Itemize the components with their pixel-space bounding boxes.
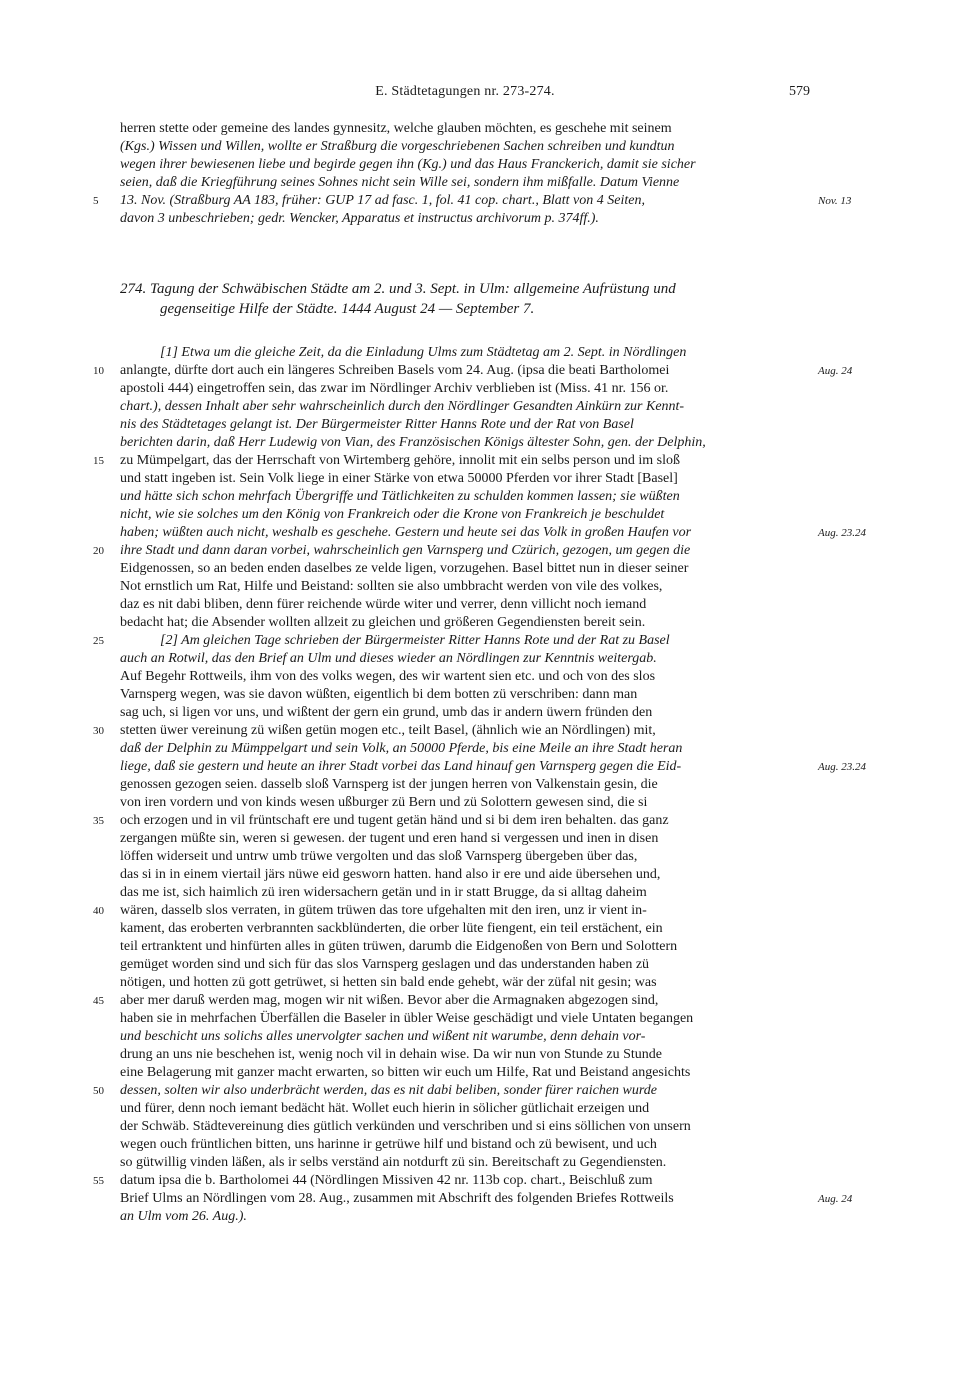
line-number: 25 [93, 635, 104, 647]
text-line: und fürer, denn noch iemant bedächt hät. Wollet euch hierin in sölicher gütlichait erzeigen und [120, 1101, 650, 1116]
text-line: auch an Rotwil, das den Brief an Ulm und dieses wieder an Nördlingen zur Kenntnis weitergab. [120, 651, 657, 666]
text-line: nicht, wie sie solches um den König von Frankreich oder die Krone von Frankreich je beschuldet [120, 507, 665, 522]
text-line: genossen gezogen seien. dasselb sloß Varnsperg ist der jungen herren von Valkenstain gesin, die [120, 777, 658, 792]
text-line: aber mer daruß werden mag, mogen wir nit wißen. Bevor aber die Armagnaken abgezogen sind, [120, 993, 659, 1008]
text-line: dessen, solten wir also underbrächt werden, das es nit dabi beliben, sonder fürer raichen wurde [120, 1083, 658, 1098]
line-number: 40 [93, 905, 104, 917]
text-line: an Ulm vom 26. Aug.). [120, 1209, 247, 1224]
text-line: zu Mümpelgart, das der Herrschaft von Wirtemberg gehöre, innolit mit ein selbs person und im sloß [120, 453, 680, 468]
text-line: herren stette oder gemeine des landes gynnesitz, welche glauben möchten, es geschehe mit seinem [120, 121, 672, 136]
text-line: [1] Etwa um die gleiche Zeit, da die Einladung Ulms zum Städtetag am 2. Sept. in Nördlingen [160, 345, 687, 360]
text-line: daz es nit dabi bliben, denn fürer reichende würde witer und verrer, denn villicht noch iemand [120, 597, 647, 612]
text-line: Not ernstlich um Rat, Hilfe und Beistand: sollten sie also umbbracht werden von vile des volkes, [120, 579, 663, 594]
text-line: Varnsperg wegen, was sie davon wüßten, eigentlich bi dem botten zü verschriben: dann man [120, 687, 638, 702]
text-line: anlangte, dürfte dort auch ein längeres Schreiben Basels vom 24. Aug. (ipsa die beati Bartholomei [120, 363, 670, 378]
text-line: chart.), dessen Inhalt aber sehr wahrscheinlich durch den Nördlinger Gesandten Ainkürn zur Kennt- [120, 399, 685, 414]
line-number: 35 [93, 815, 104, 827]
text-line: drung an uns nie beschehen ist, wenig noch vil in dehain wise. Da wir nun von Stunde zu Stunde [120, 1047, 663, 1062]
text-line: haben; wüßten auch nicht, weshalb es geschehe. Gestern und heute sei das Volk in großen Haufen vor [120, 525, 692, 540]
line-number: 50 [93, 1085, 104, 1097]
margin-date-note: Aug. 23.24 [818, 761, 866, 773]
margin-date-note: Nov. 13 [818, 195, 852, 207]
line-number: 55 [93, 1175, 104, 1187]
text-line: stetten üwer vereinung zü wißen getün mogen etc., teilt Basel, (ähnlich wie an Nördlingen) mit, [120, 723, 656, 738]
text-line: der Schwäb. Städtevereinung dies gütlich verkünden und verschriben und si eins söllichen von unsern [120, 1119, 691, 1134]
section-heading: 274. Tagung der Schwäbischen Städte am 2. und 3. Sept. in Ulm: allgemeine Aufrüstung und [120, 281, 676, 297]
text-line: Auf Begehr Rottweils, ihm von des volks wegen, des wir wartent sien etc. und och von des slos [120, 669, 656, 684]
page-number: 579 [789, 84, 810, 99]
text-line: davon 3 unbeschrieben; gedr. Wencker, Apparatus et instructus archivorum p. 374ff.). [120, 211, 599, 226]
text-line: gemüget worden sind und sich für das slos Varnsperg geslagen und das understanden haben zü [120, 957, 650, 972]
line-number: 20 [93, 545, 104, 557]
line-number: 45 [93, 995, 104, 1007]
line-number: 5 [93, 195, 99, 207]
text-line: das me ist, sich haimlich zü iren widersachern getän und in ir statt Brugge, da si alltag daheim [120, 885, 647, 900]
text-line: och erzogen und in vil früntschaft ere und tugent getän händ und si bi dem iren behalten. das ganz [120, 813, 669, 828]
margin-date-note: Aug. 23.24 [818, 527, 866, 539]
text-line: apostoli 444) eingetroffen sein, das zwar im Nördlinger Archiv verblieben ist (Miss. 41 nr. 156 or. [120, 381, 669, 396]
text-line: von iren vordern und von kinds wesen ußburger zü Bern und zü Solottern gewesen sind, die si [120, 795, 648, 810]
text-line: daß der Delphin zu Mümppelgart und sein Volk, an 50000 Pferde, bis eine Meile an ihre Stadt heran [120, 741, 683, 756]
text-line: teil ertranktent und hinfürten alles in güten trüwen, darumb die Eidgenoßen von Bern und Solottern [120, 939, 678, 954]
text-line: wären, dasselb slos verraten, in gütem trüwen das tore ufgehalten mit den iren, unz ir vient in- [120, 903, 647, 918]
margin-date-note: Aug. 24 [818, 1193, 853, 1205]
page-header [120, 84, 810, 106]
text-line: [2] Am gleichen Tage schrieben der Bürgermeister Ritter Hanns Rote und der Rat zu Basel [160, 633, 670, 648]
text-line: (Kgs.) Wissen und Willen, wollte er Straßburg die vorgeschriebenen Sachen schreiben und kundtun [120, 139, 675, 154]
text-line: wegen ihrer bewiesenen liebe und begirde gegen ihn (Kg.) und das Haus Franckerich, damit sie sicher [120, 157, 696, 172]
text-line: berichten darin, daß Herr Ludewig von Vian, des Französischen Königs ältester Sohn, gen. der Delphin, [120, 435, 706, 450]
text-line: und hätte sich schon mehrfach Übergriffe und Tätlichkeiten zu schulden kommen lassen; sie wüßten [120, 489, 680, 504]
line-number: 30 [93, 725, 104, 737]
text-line: seien, daß die Kriegführung seines Sohnes nicht sein Wille sei, sondern ihm mißfalle. Datum Vienne [120, 175, 680, 190]
text-line: kament, das eroberten verbrannten sackblünderten, die orber lüte fiengent, ein teil erstächent, ein [120, 921, 663, 936]
running-title: E. Städtetagungen nr. 273-274. [375, 84, 555, 99]
text-line: löffen widerseit und untrw umb trüwe vergolten und das sloß Varnsperg übergeben über das, [120, 849, 638, 864]
text-line: ihre Stadt und dann daran vorbei, wahrscheinlich gen Varnsperg und Czürich, gezogen, um gegen die [120, 543, 691, 558]
text-line: sag uch, si ligen vor uns, und wißtent der gern ein grund, umb das ir andern üwern fründen den [120, 705, 653, 720]
text-line: datum ipsa die b. Bartholomei 44 (Nördlingen Missiven 42 nr. 113b cop. chart., Beischluß zum [120, 1173, 653, 1188]
text-line: Eidgenossen, so an beden enden daselbes ze velde ligen, vorzugehen. Basel bittet nun in dieser seiner [120, 561, 689, 576]
line-number: 15 [93, 455, 104, 467]
text-line: nis des Städtetages gelangt ist. Der Bürgermeister Ritter Hanns Rote und der Rat von Basel [120, 417, 634, 432]
section-heading: gegenseitige Hilfe der Städte. 1444 August 24 — September 7. [160, 301, 535, 317]
text-line: das si in in einem viertail järs nüwe eid gesworn hatten. hand also ir ere und aide übersehen und, [120, 867, 661, 882]
text-line: und statt ingeben ist. Sein Volk liege in einer Stärke von etwa 50000 Pferden vor ihrer Stadt [Basel] [120, 471, 678, 486]
text-line: haben sie in mehrfachen Überfällen die Baseler in übler Weise geschädigt und viele Untaten begangen [120, 1011, 694, 1026]
text-line: zergangen müßte sin, weren si gewesen. der tugent und eren hand si vergessen und inen in disen [120, 831, 659, 846]
text-line: so gütwillig vinden läßen, als ir selbs verständ ain notdurft zü sin. Bereitschaft zu Gegendiensten. [120, 1155, 667, 1170]
text-line: eine Belagerung mit ganzer macht erwarten, so bitten wir euch um Hilfe, Rat und Beistand angesichts [120, 1065, 691, 1080]
text-line: Brief Ulms an Nördlingen vom 28. Aug., zusammen mit Abschrift des folgenden Briefes Rottweils [120, 1191, 674, 1206]
text-line: wegen ouch früntlichen bitten, uns harinne ir getrüwe hilf und bistand och zü bewisent, und uch [120, 1137, 657, 1152]
text-line: 13. Nov. (Straßburg AA 183, früher: GUP 17 ad fasc. 1, fol. 41 cop. chart., Blatt von 4 Seiten, [120, 193, 645, 208]
margin-date-note: Aug. 24 [818, 365, 853, 377]
text-line: nötigen, und hotten zü gott getrüwet, si hetten sin bald ende gehebt, wär der züfal nit gesin; was [120, 975, 657, 990]
text-line: bedacht hat; die Absender wollten allzeit zu gleichen und größeren Gegendiensten bereit sein. [120, 615, 646, 630]
text-line: liege, daß sie gestern und heute an ihrer Stadt vorbei das Land hinauf gen Varnsperg gegen die Eid- [120, 759, 682, 774]
text-line: und beschicht uns solichs alles unervolgter sachen und wißent nit warumbe, denn dehain vor- [120, 1029, 646, 1044]
line-number: 10 [93, 365, 104, 377]
